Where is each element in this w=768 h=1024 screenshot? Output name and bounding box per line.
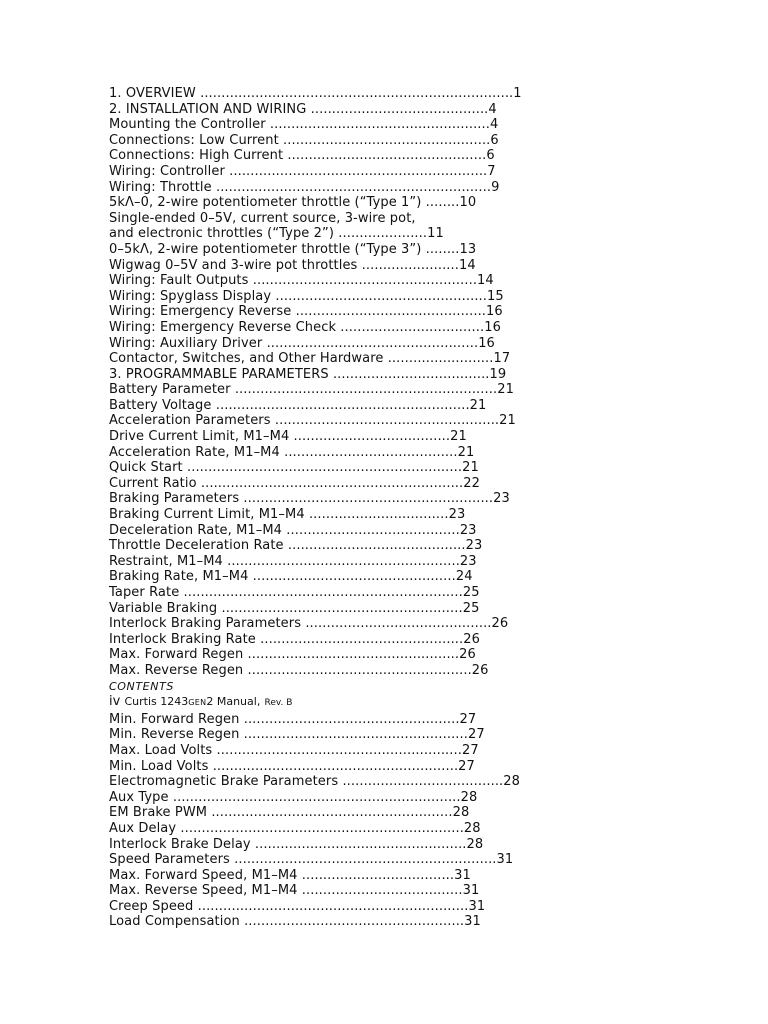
toc-entry: Throttle Deceleration Rate ..........................................23 [109,538,483,554]
toc-entry: Wiring: Emergency Reverse .............................................16 [109,304,503,320]
toc-entry: and electronic throttles (“Type 2”) .....................11 [109,226,444,242]
manual-model-suffix: 2 Manual, [206,695,261,709]
toc-entry: Wiring: Emergency Reverse Check ..................................16 [109,319,501,335]
toc-entry: Connections: High Current ...............................................6 [109,148,495,164]
toc-entry: Wiring: Fault Outputs .....................................................14 [109,273,494,289]
toc-entry: Deceleration Rate, M1–M4 .........................................23 [109,522,477,538]
toc-entry: Mounting the Controller ....................................................4 [109,117,499,133]
toc-entry: Current Ratio ..............................................................22 [109,475,481,491]
toc-page [109,86,709,930]
toc-entry: Drive Current Limit, M1–M4 .....................................21 [109,429,467,445]
toc-entry: Min. Reverse Regen .....................................................27 [109,727,485,743]
toc-entry: Restraint, M1–M4 .......................................................23 [109,553,477,569]
toc-entry-installation: 2. INSTALLATION AND WIRING ..........................................4 [109,101,497,117]
toc-entry: Electromagnetic Brake Parameters ......................................28 [109,774,521,790]
page-number: iv [109,694,121,710]
toc-entry: Acceleration Rate, M1–M4 .........................................21 [109,444,475,460]
toc-entry: Wigwag 0–5V and 3-wire pot throttles .......................14 [109,257,476,273]
toc-entry: Interlock Braking Rate ................................................26 [109,631,481,647]
toc-entry: Connections: Low Current .................................................6 [109,132,499,148]
toc-entry: Max. Forward Regen ..................................................26 [109,647,476,663]
manual-revision: Rev. B [264,698,293,709]
toc-entry: Max. Reverse Speed, M1–M4 ......................................31 [109,883,480,899]
toc-entry: Battery Voltage ............................................................21 [109,397,487,413]
toc-entry: Single-ended 0–5V, current source, 3-wire pot, [109,210,416,226]
toc-entry: Braking Current Limit, M1–M4 .................................23 [109,507,466,523]
toc-entry-overview: 1. OVERVIEW ..........................................................................1 [109,86,522,101]
toc-entry: Load Compensation ....................................................31 [109,914,481,930]
toc-entry: 5kΛ–0, 2-wire potentiometer throttle (“Type 1”) ........10 [109,195,477,211]
toc-entry: Wiring: Throttle .................................................................9 [109,179,500,195]
manual-brand: Curtis 1243 [124,695,189,709]
toc-entry: Min. Forward Regen ...................................................27 [109,711,477,727]
toc-entry: EM Brake PWM .........................................................28 [109,805,470,821]
toc-entry-programmable-parameters: 3. PROGRAMMABLE PARAMETERS .....................................19 [109,366,507,382]
toc-entry: Interlock Braking Parameters ............................................26 [109,616,509,632]
toc-entry: 0–5kΛ, 2-wire potentiometer throttle (“Type 3”) ........13 [109,241,477,257]
toc-entry: Aux Type ....................................................................28 [109,789,478,805]
toc-entry: Quick Start .................................................................21 [109,460,479,476]
toc-entry: Acceleration Parameters .....................................................21 [109,413,516,429]
toc-entry: Min. Load Volts ..........................................................27 [109,758,475,774]
toc-entry: Wiring: Auxiliary Driver ..................................................16 [109,335,495,351]
toc-entry: Wiring: Spyglass Display ..................................................15 [109,288,504,304]
toc-entry: Braking Rate, M1–M4 ................................................24 [109,569,473,585]
toc-entry: Taper Rate ..................................................................25 [109,585,480,600]
toc-entry: Contactor, Switches, and Other Hardware .........................17 [109,351,511,367]
toc-entry: Speed Parameters ..............................................................31 [109,852,514,868]
manual-gen: GEN [188,698,207,708]
toc-entry: Aux Delay ...................................................................28 [109,820,481,836]
toc-entry: Variable Braking .........................................................25 [109,600,480,616]
toc-entry: Creep Speed ................................................................31 [109,898,486,914]
toc-entry: Max. Reverse Regen .....................................................26 [109,662,489,678]
toc-entry: Interlock Brake Delay ..................................................28 [109,836,484,852]
running-foot [109,694,709,712]
toc-entry: Wiring: Controller .............................................................7 [109,163,496,179]
toc-entry: Max. Forward Speed, M1–M4 ....................................31 [109,867,471,883]
toc-entry: Max. Load Volts ..........................................................27 [109,742,479,758]
toc-entry: Braking Parameters ...........................................................23 [109,491,510,507]
running-head-contents: CONTENTS [109,679,174,693]
toc-entry: Battery Parameter ..............................................................21 [109,382,514,398]
toc-list-second [109,712,709,930]
toc-list-first [109,86,709,679]
